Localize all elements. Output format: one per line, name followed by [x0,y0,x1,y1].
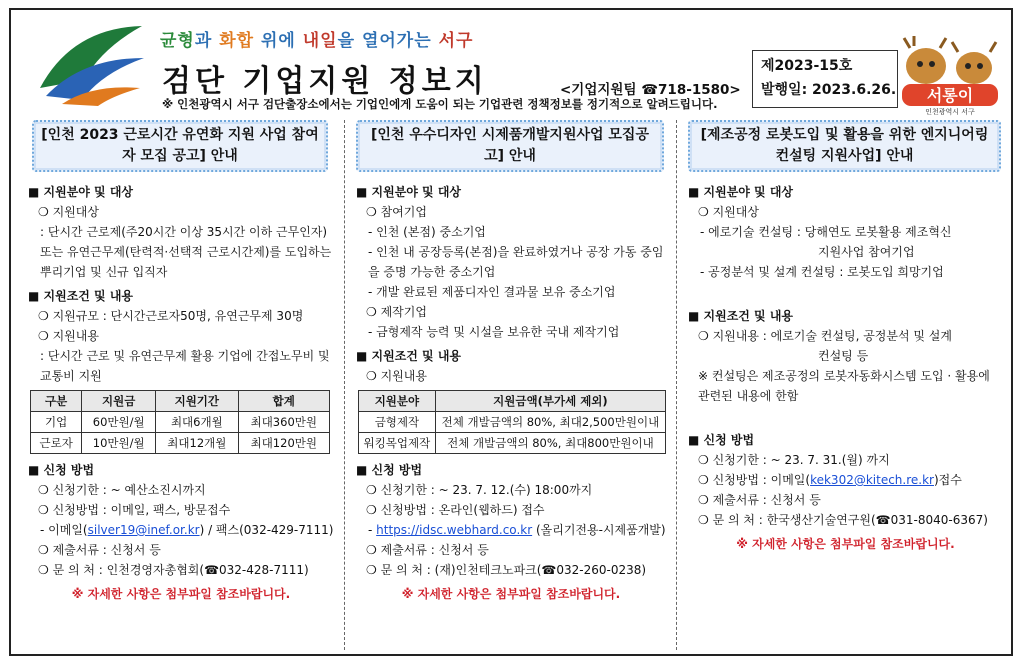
column-divider [344,120,345,650]
header-notice: ※ 인천광역시 서구 검단출장소에서는 기업인에게 도움이 되는 기업관련 정책정보를 정기적으로 알려드립니다. [162,97,718,111]
section-heading: ■ 지원분야 및 대상 [28,185,134,199]
team-contact: <기업지원팀 ☎718-1580> [560,82,741,98]
list-item: ❍ 신청기한 : ~ 23. 7. 12.(수) 18:00까지 [366,483,593,497]
section-heading: ■ 신청 방법 [356,463,423,477]
support-table: 지원분야 지원금액(부가세 제외) 금형제작 전체 개발금액의 80%, 최대2,500만원이내 워킹목업제작 전체 개발금액의 80%, 최대800만원이내 [358,390,666,454]
list-item: ❍ 지원내용 [366,369,427,383]
email-link[interactable]: kek302@kitech.re.kr [810,473,934,487]
list-item: ❍ 지원규모 : 단시간근로자50명, 유연근무제 30명 [38,309,304,323]
table-row: 워킹목업제작 전체 개발금액의 80%, 최대800만원이내 [359,433,666,454]
attachment-note: ※ 자세한 사항은 첨부파일 참조바랍니다. [736,537,955,551]
column-divider [676,120,677,650]
list-item: ❍ 신청기한 : ~ 예산소진시까지 [38,483,206,497]
list-item: ❍ 지원내용 [38,329,99,343]
list-item: ❍ 지원대상 [698,205,759,219]
list-item: ❍ 문 의 처 : 인천경영자총협회(☎032-428-7111) [38,563,309,577]
list-item: - https://idsc.webhard.co.kr (올리기전용-시제품개발) [368,523,666,537]
mascot-name: 서롱이 [926,86,974,105]
list-item: ❍ 문 의 처 : 한국생산기술연구원(☎031-8040-6367) [698,513,988,527]
table-row: 금형제작 전체 개발금액의 80%, 최대2,500만원이내 [359,412,666,433]
mascot-icon [896,36,1004,116]
header [12,12,1010,116]
column-title: [제조공정 로봇도입 및 활용을 위한 엔지니어링 컨설팅 지원사업] 안내 [688,120,1001,172]
issue-date: 발행일: 2023.6.26. [761,82,897,98]
page-title: 검단 기업지원 정보지 [162,64,488,99]
list-item: ❍ 제작기업 [366,305,427,319]
list-item: - 인천 내 공장등록(본점)을 완료하였거나 공장 가동 중임을 증명 가능한 중소기업 [368,245,664,279]
column-work-hours [22,120,338,646]
email-link[interactable]: silver19@inef.or.kr [87,523,200,537]
list-item: ❍ 참여기업 [366,205,427,219]
column-robot-consulting [682,120,1007,646]
list-item: ❍ 신청방법 : 온라인(웹하드) 접수 [366,503,545,517]
list-item: ❍ 제출서류 : 신청서 등 [38,543,161,557]
issue-number: 제2023-15호 [761,58,853,74]
section-heading: ■ 지원조건 및 내용 [356,349,462,363]
webhard-link[interactable]: https://idsc.webhard.co.kr [376,523,533,537]
column-title: [인천 우수디자인 시제품개발지원사업 모집공고] 안내 [356,120,664,172]
seogu-logo-icon [32,18,150,108]
list-item: ❍ 제출서류 : 신청서 등 [698,493,821,507]
mascot-sub: 인천광역시 서구 [925,108,975,116]
section-heading: ■ 지원조건 및 내용 [28,289,134,303]
list-item: - 에로기술 컨설팅 : 당해연도 로봇활용 제조혁신 [700,225,952,239]
list-item: ※ 컨설팅은 제조공정의 로봇자동화시스템 도입 · 활용에 관련된 내용에 한함 [698,369,990,403]
table-row: 근로자 10만원/월 최대12개월 최대120만원 [31,433,330,454]
list-item: - 개발 완료된 제품디자인 결과물 보유 중소기업 [368,285,616,299]
list-item: ❍ 지원대상 [38,205,99,219]
section-heading: ■ 신청 방법 [688,433,755,447]
attachment-note: ※ 자세한 사항은 첨부파일 참조바랍니다. [401,587,621,601]
list-item: ❍ 제출서류 : 신청서 등 [366,543,489,557]
table-row: 기업 60만원/월 최대6개월 최대360만원 [31,412,330,433]
slogan: 균형과 화합 위에 내일을 열어가는 서구 [160,31,474,51]
support-table: 구분 지원금 지원기간 합계 기업 60만원/월 최대6개월 최대360만원 근로자 10만원/월 최대12개월 최대120만원 [30,390,330,454]
spacer [688,282,1003,302]
section-heading: ■ 지원조건 및 내용 [688,309,794,323]
section-heading: ■ 지원분야 및 대상 [356,185,462,199]
list-item: : 단시간 근로제(주20시간 이상 35시간 이하 근무인자) 또는 유연근무제(탄력적·선택적 근로시간제)를 도입하는 뿌리기업 및 신규 입직자 [40,225,332,279]
list-item: ❍ 신청방법 : 이메일(kek302@kitech.re.kr)접수 [698,473,962,487]
list-item: ❍ 지원내용 : 에로기술 컨설팅, 공정분석 및 설계 [698,329,952,343]
section-heading: ■ 지원분야 및 대상 [688,185,794,199]
list-item: - 인천 (본점) 중소기업 [368,225,486,239]
section-heading: ■ 신청 방법 [28,463,95,477]
spacer [688,406,1003,426]
column-design-prototype [350,120,670,646]
list-item: ❍ 문 의 처 : (재)인천테크노파크(☎032-260-0238) [366,563,647,577]
column-title: [인천 2023 근로시간 유연화 지원 사업 참여자 모집 공고] 안내 [32,120,328,172]
list-item: - 공정분석 및 설계 컨설팅 : 로봇도입 희망기업 [700,265,944,279]
list-item: ❍ 신청방법 : 이메일, 팩스, 방문접수 [38,503,231,517]
list-item: 컨설팅 등 [818,349,869,363]
attachment-note: ※ 자세한 사항은 첨부파일 참조바랍니다. [71,587,291,601]
list-item: - 금형제작 능력 및 시설을 보유한 국내 제작기업 [368,325,620,339]
list-item: : 단시간 근로 및 유연근무제 활용 기업에 간접노무비 및 교통비 지원 [40,349,330,383]
list-item: ❍ 신청기한 : ~ 23. 7. 31.(월) 까지 [698,453,890,467]
list-item: - 이메일(silver19@inef.or.kr) / 팩스(032-429-7111) [40,523,334,537]
list-item: 지원사업 참여기업 [818,245,915,259]
issue-box [752,50,898,108]
